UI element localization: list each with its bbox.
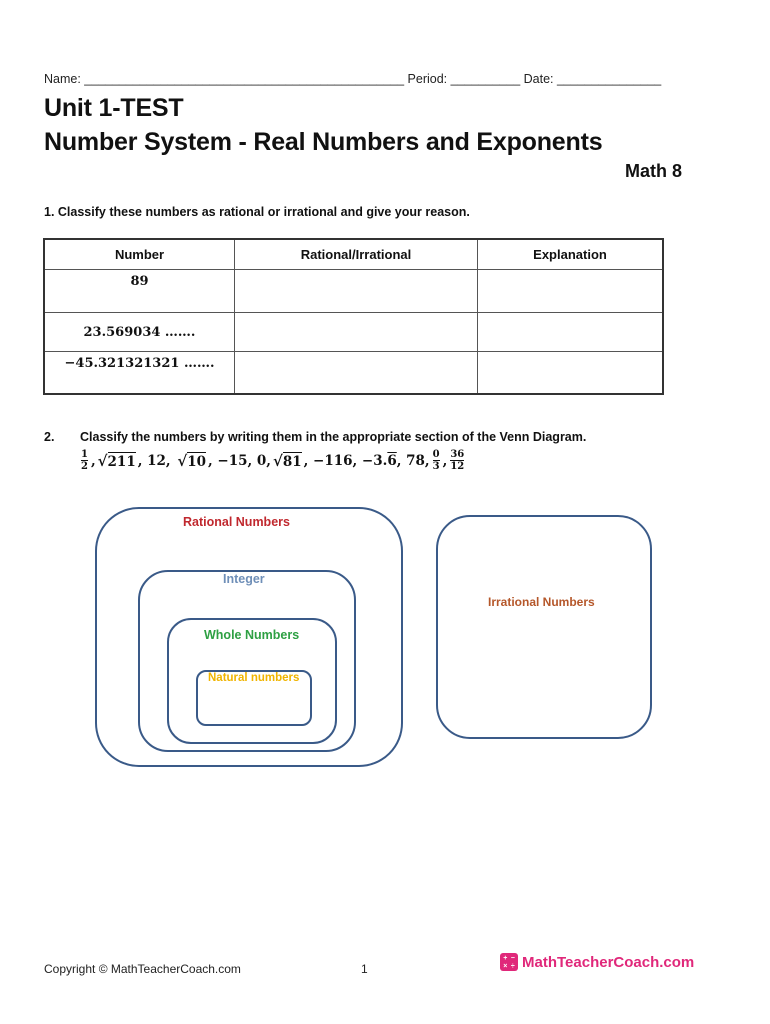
number-cell: 89	[44, 270, 235, 313]
explanation-answer-cell[interactable]	[478, 313, 664, 352]
irrational-numbers-region[interactable]	[436, 515, 652, 739]
copyright-text: Copyright © MathTeacherCoach.com	[44, 962, 241, 976]
classification-answer-cell[interactable]	[235, 270, 478, 313]
classification-answer-cell[interactable]	[235, 352, 478, 395]
number-cell: −45.321321321 …….	[44, 352, 235, 395]
classification-answer-cell[interactable]	[235, 313, 478, 352]
page-subtitle: Number System - Real Numbers and Exponents	[44, 128, 603, 156]
integer-label: Integer	[223, 572, 265, 586]
question-2-prompt: Classify the numbers by writing them in the appropriate section of the Venn Diagram.	[80, 430, 587, 444]
number-list: $\frac{1}{2}$ , √ 211 , 12, √ 10 , −15, 0, √ 81 , −116, −3. 6 , 78, $\frac{0}{3}$ , $\frac{36}{12}$	[81, 449, 465, 472]
repeating-digit: 6	[387, 452, 397, 469]
explanation-answer-cell[interactable]	[478, 270, 664, 313]
table-row	[44, 352, 663, 395]
table-header-row	[44, 239, 663, 270]
column-header-explanation: Explanation	[478, 239, 664, 270]
fraction-zero-thirds: $\frac{0}{3}$	[432, 449, 440, 472]
question-1-prompt: 1. Classify these numbers as rational or irrational and give your reason.	[44, 205, 470, 219]
natural-numbers-label: Natural numbers	[208, 672, 300, 684]
course-label: Math 8	[624, 161, 682, 181]
radical-81: √ 81	[272, 451, 302, 470]
question-2-number: 2.	[44, 430, 55, 444]
rational-numbers-label: Rational Numbers	[183, 515, 290, 529]
number-cell: 23.569034 …….	[44, 313, 235, 352]
calculator-icon: + − × ÷	[500, 953, 518, 971]
table-row	[44, 313, 663, 352]
table-row	[44, 270, 663, 313]
classification-table	[43, 238, 664, 395]
page-number: 1	[361, 962, 368, 976]
radical-10: √ 10	[177, 451, 206, 470]
fraction-one-half: $\frac{1}{2}$	[81, 449, 88, 472]
column-header-number: Number	[44, 239, 235, 270]
fraction-thirty-six-twelfths: $\frac{36}{12}$	[450, 449, 465, 472]
student-info-line: Name: ______________________________________________ Period: __________ Date: _______________	[44, 72, 662, 86]
radical-211: √ 211	[97, 451, 136, 470]
page-title: Unit 1-TEST	[44, 94, 184, 122]
explanation-answer-cell[interactable]	[478, 352, 664, 395]
irrational-numbers-label: Irrational Numbers	[488, 595, 595, 609]
brand-logo	[500, 953, 694, 971]
logo-text: MathTeacherCoach.com	[522, 953, 695, 971]
column-header-rational-irrational: Rational/Irrational	[235, 239, 478, 270]
whole-numbers-label: Whole Numbers	[204, 628, 300, 642]
